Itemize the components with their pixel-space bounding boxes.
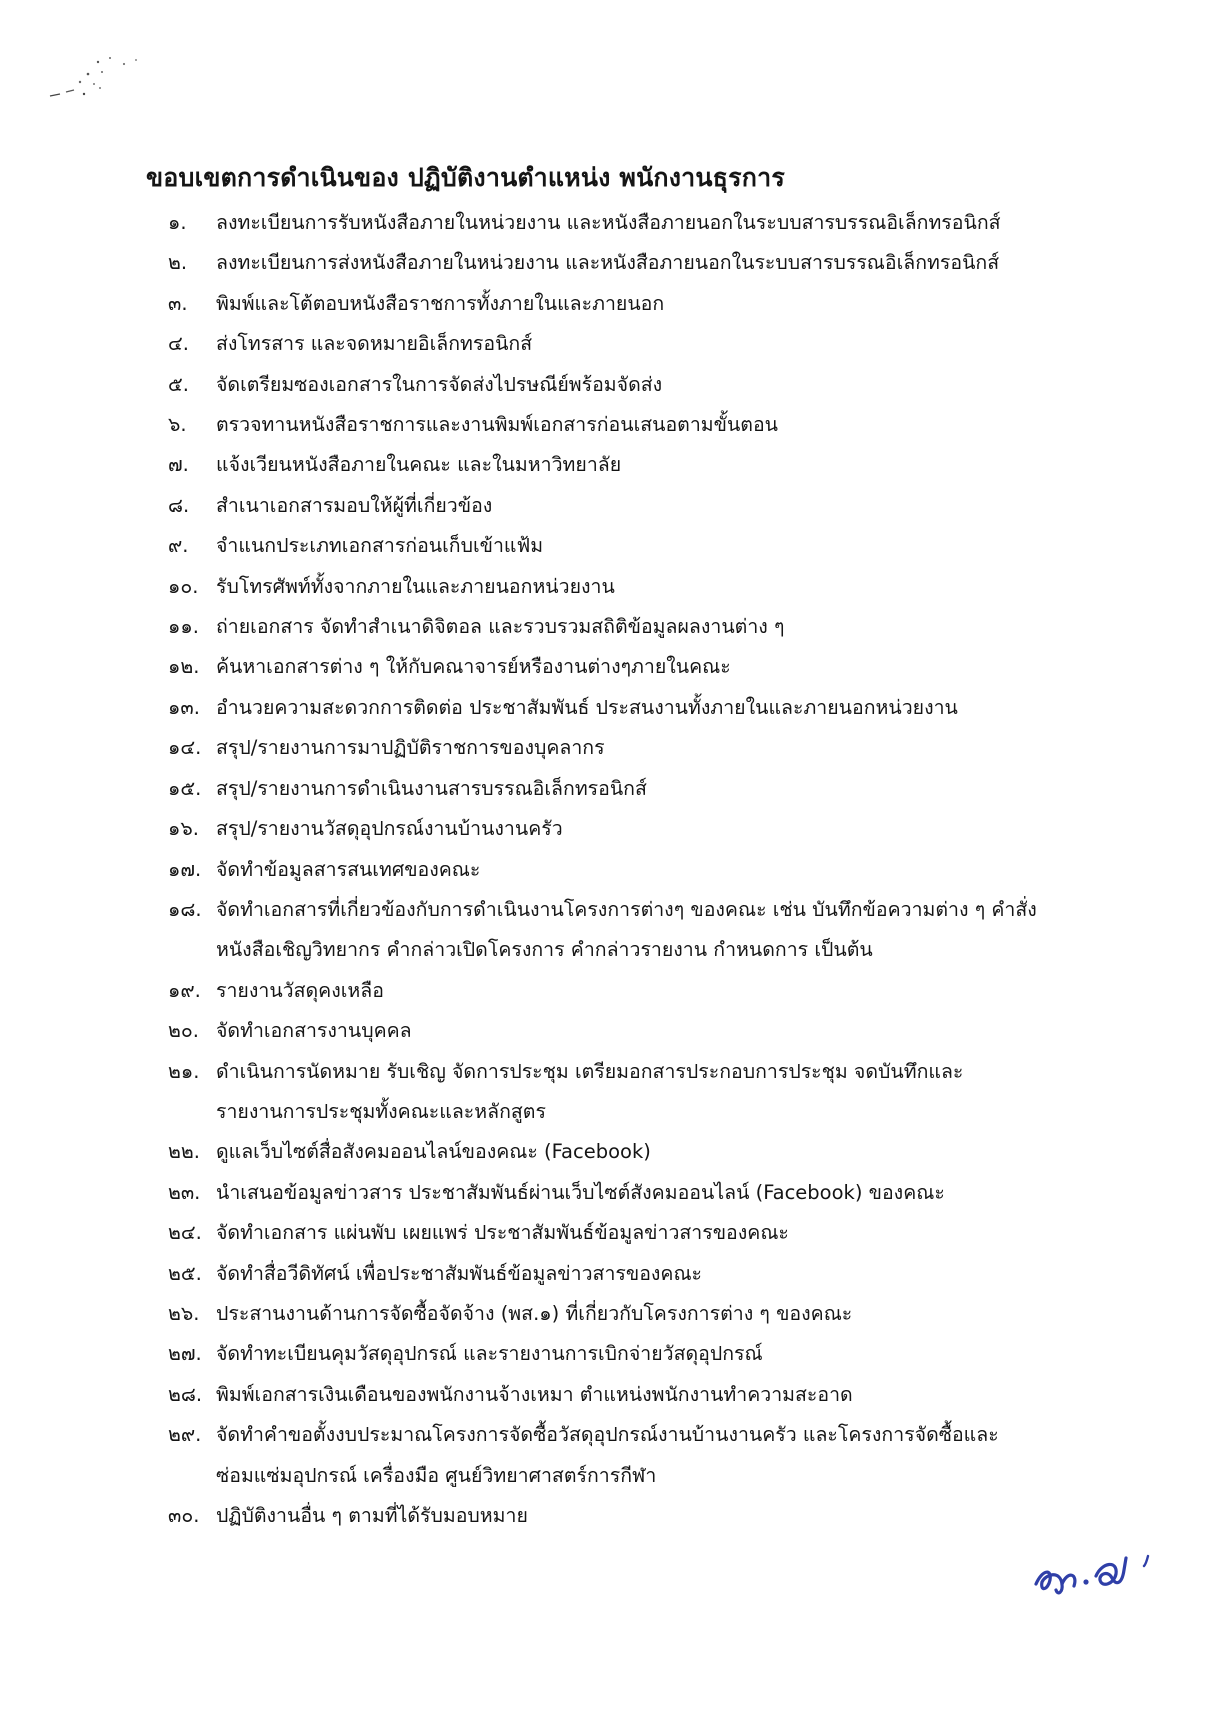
list-item <box>168 567 1208 607</box>
list-item <box>168 1132 1208 1172</box>
item-number: ๑๒. <box>168 655 200 679</box>
item-text: สรุป/รายงานการมาปฏิบัติราชการของบุคลากร <box>216 736 605 760</box>
list-item <box>168 728 1208 768</box>
item-text: นำเสนอข้อมูลข่าวสาร ประชาสัมพันธ์ผ่านเว็บไซต์สังคมออนไลน์ (Facebook) ของคณะ <box>216 1180 945 1204</box>
item-number: ๑. <box>168 211 187 234</box>
item-number: ๙. <box>168 534 189 558</box>
list-item <box>168 647 1208 687</box>
list-item <box>168 1496 1208 1536</box>
list-item <box>168 1052 1208 1133</box>
item-number: ๑๘. <box>168 897 202 921</box>
item-number: ๕. <box>168 372 189 396</box>
list-item <box>168 526 1208 566</box>
list-item <box>168 365 1208 405</box>
item-number: ๒๙. <box>168 1423 202 1447</box>
scan-specks <box>40 48 160 118</box>
list-item <box>168 1415 1208 1496</box>
item-text: จัดเตรียมซองเอกสารในการจัดส่งไปรษณีย์พร้อมจัดส่ง <box>216 372 663 396</box>
item-text: ประสานงานด้านการจัดซื้อจัดจ้าง (พส.๑) ที่เกี่ยวกับโครงการต่าง ๆ ของคณะ <box>216 1301 853 1325</box>
list-item <box>168 850 1208 890</box>
item-number: ๒๒. <box>168 1140 200 1164</box>
item-text: อำนวยความสะดวกการติดต่อ ประชาสัมพันธ์ ประสนงานทั้งภายในและภายนอกหน่วยงาน <box>216 695 958 719</box>
duty-list <box>168 203 1208 1536</box>
item-text: สรุป/รายงานการดำเนินงานสารบรรณอิเล็กทรอนิกส์ <box>216 776 647 800</box>
item-number: ๓. <box>168 291 188 315</box>
item-number: ๒๘. <box>168 1382 203 1406</box>
item-number: ๔. <box>168 332 189 356</box>
list-item <box>168 809 1208 849</box>
list-item <box>168 1294 1208 1334</box>
item-number: ๒๕. <box>168 1261 202 1285</box>
item-number: ๘. <box>168 493 190 517</box>
item-text: จัดทำเอกสารที่เกี่ยวข้องกับการดำเนินงานโครงการต่างๆ ของคณะ เช่น บันทึกข้อความต่าง ๆ คำสั่ง <box>216 897 1037 921</box>
list-item <box>168 284 1208 324</box>
item-text: จัดทำเอกสาร แผ่นพับ เผยแพร่ ประชาสัมพันธ์ข้อมูลข่าวสารของคณะ <box>216 1221 789 1245</box>
item-number: ๒๐. <box>168 1019 199 1043</box>
item-number: ๑๓. <box>168 695 200 719</box>
item-text: จัดทำสื่อวีดิทัศน์ เพื่อประชาสัมพันธ์ข้อมูลข่าวสารของคณะ <box>216 1261 703 1285</box>
item-text: ปฏิบัติงานอื่น ๆ ตามที่ได้รับมอบหมาย <box>216 1504 528 1527</box>
list-item <box>168 324 1208 364</box>
item-number: ๑๙. <box>168 978 201 1002</box>
item-text: ลงทะเบียนการรับหนังสือภายในหน่วยงาน และหนังสือภายนอกในระบบสารบรรณอิเล็กทรอนิกส์ <box>216 211 1001 234</box>
item-text: จัดทำทะเบียนคุมวัสดุอุปกรณ์ และรายงานการเบิกจ่ายวัสดุอุปกรณ์ <box>216 1342 763 1366</box>
item-text: ตรวจทานหนังสือราชการและงานพิมพ์เอกสารก่อนเสนอตามขั้นตอน <box>216 413 779 437</box>
item-text: สำเนาเอกสารมอบให้ผู้ที่เกี่ยวข้อง <box>216 493 493 517</box>
item-number: ๒๖. <box>168 1301 200 1325</box>
list-item <box>168 486 1208 526</box>
list-item <box>168 688 1208 728</box>
item-text: รายงานวัสดุคงเหลือ <box>216 978 384 1002</box>
item-text: จัดทำคำขอตั้งงบประมาณโครงการจัดซื้อวัสดุอุปกรณ์งานบ้านงานครัว และโครงการจัดซื้อและ <box>216 1423 999 1447</box>
item-text: รับโทรศัพท์ทั้งจากภายในและภายนอกหน่วยงาน <box>216 574 615 598</box>
item-text: ดูแลเว็บไซต์สื่อสังคมออนไลน์ของคณะ (Facebook) <box>216 1140 651 1164</box>
list-item <box>168 890 1208 971</box>
item-number: ๒๓. <box>168 1180 201 1204</box>
item-text: ดำเนินการนัดหมาย รับเชิญ จัดการประชุม เตรียมอกสารประกอบการประชุม จดบันทึกและ <box>216 1059 964 1083</box>
document-title: ขอบเขตการดำเนินของ ปฏิบัติงานตำแหน่ง พนักงานธุรการ <box>146 163 785 192</box>
list-item <box>168 971 1208 1011</box>
item-text: แจ้งเวียนหนังสือภายในคณะ และในมหาวิทยาลัย <box>216 453 622 477</box>
item-number: ๒. <box>168 251 188 275</box>
list-item <box>168 607 1208 647</box>
item-number: ๑๐. <box>168 574 199 598</box>
item-text: จัดทำเอกสารงานบุคคล <box>216 1019 412 1043</box>
list-item <box>168 243 1208 283</box>
item-text: รายงานการประชุมทั้งคณะและหลักสูตร <box>216 1099 546 1123</box>
item-number: ๑๔. <box>168 736 202 760</box>
list-item <box>168 1254 1208 1294</box>
list-item <box>168 769 1208 809</box>
item-text: ค้นหาเอกสารต่าง ๆ ให้กับคณาจารย์หรืองานต่างๆภายในคณะ <box>216 655 731 679</box>
item-number: ๒๔. <box>168 1221 202 1245</box>
item-text: จัดทำข้อมูลสารสนเทศของคณะ <box>216 857 481 881</box>
item-number: ๑๗. <box>168 857 202 881</box>
item-text: จำแนกประเภทเอกสารก่อนเก็บเข้าแฟ้ม <box>216 534 544 558</box>
item-number: ๑๑. <box>168 615 199 639</box>
item-text: ลงทะเบียนการส่งหนังสือภายในหน่วยงาน และหนังสือภายนอกในระบบสารบรรณอิเล็กทรอนิกส์ <box>216 251 1000 275</box>
item-number: ๑๖. <box>168 817 199 841</box>
item-text: หนังสือเชิญวิทยากร คำกล่าวเปิดโครงการ คำกล่าวรายงาน กำหนดการ เป็นต้น <box>216 938 873 962</box>
item-number: ๒๑. <box>168 1059 200 1083</box>
item-text: ถ่ายเอกสาร จัดทำสำเนาดิจิตอล และรวบรวมสถิติข้อมูลผลงานต่าง ๆ <box>216 615 785 639</box>
list-item <box>168 1334 1208 1374</box>
list-item <box>168 1011 1208 1051</box>
item-number: ๖. <box>168 413 187 437</box>
item-text: ซ่อมแซ่มอุปกรณ์ เครื่องมือ ศูนย์วิทยาศาสตร์การกีฬา <box>216 1463 657 1487</box>
item-number: ๒๗. <box>168 1342 202 1366</box>
item-text: พิมพ์และโต้ตอบหนังสือราชการทั้งภายในและภายนอก <box>216 291 665 315</box>
list-item <box>168 1375 1208 1415</box>
list-item <box>168 445 1208 485</box>
list-item <box>168 1213 1208 1253</box>
list-item <box>168 405 1208 445</box>
item-text: สรุป/รายงานวัสดุอุปกรณ์งานบ้านงานครัว <box>216 817 563 841</box>
list-item <box>168 1173 1208 1213</box>
list-item <box>168 203 1208 243</box>
handwritten-initials <box>1030 1540 1170 1610</box>
item-number: ๑๕. <box>168 776 202 800</box>
item-number: ๓๐. <box>168 1504 200 1527</box>
item-number: ๗. <box>168 453 189 477</box>
item-text: ส่งโทรสาร และจดหมายอิเล็กทรอนิกส์ <box>216 332 533 356</box>
item-text: พิมพ์เอกสารเงินเดือนของพนักงานจ้างเหมา ตำแหน่งพนักงานทำความสะอาด <box>216 1382 853 1406</box>
